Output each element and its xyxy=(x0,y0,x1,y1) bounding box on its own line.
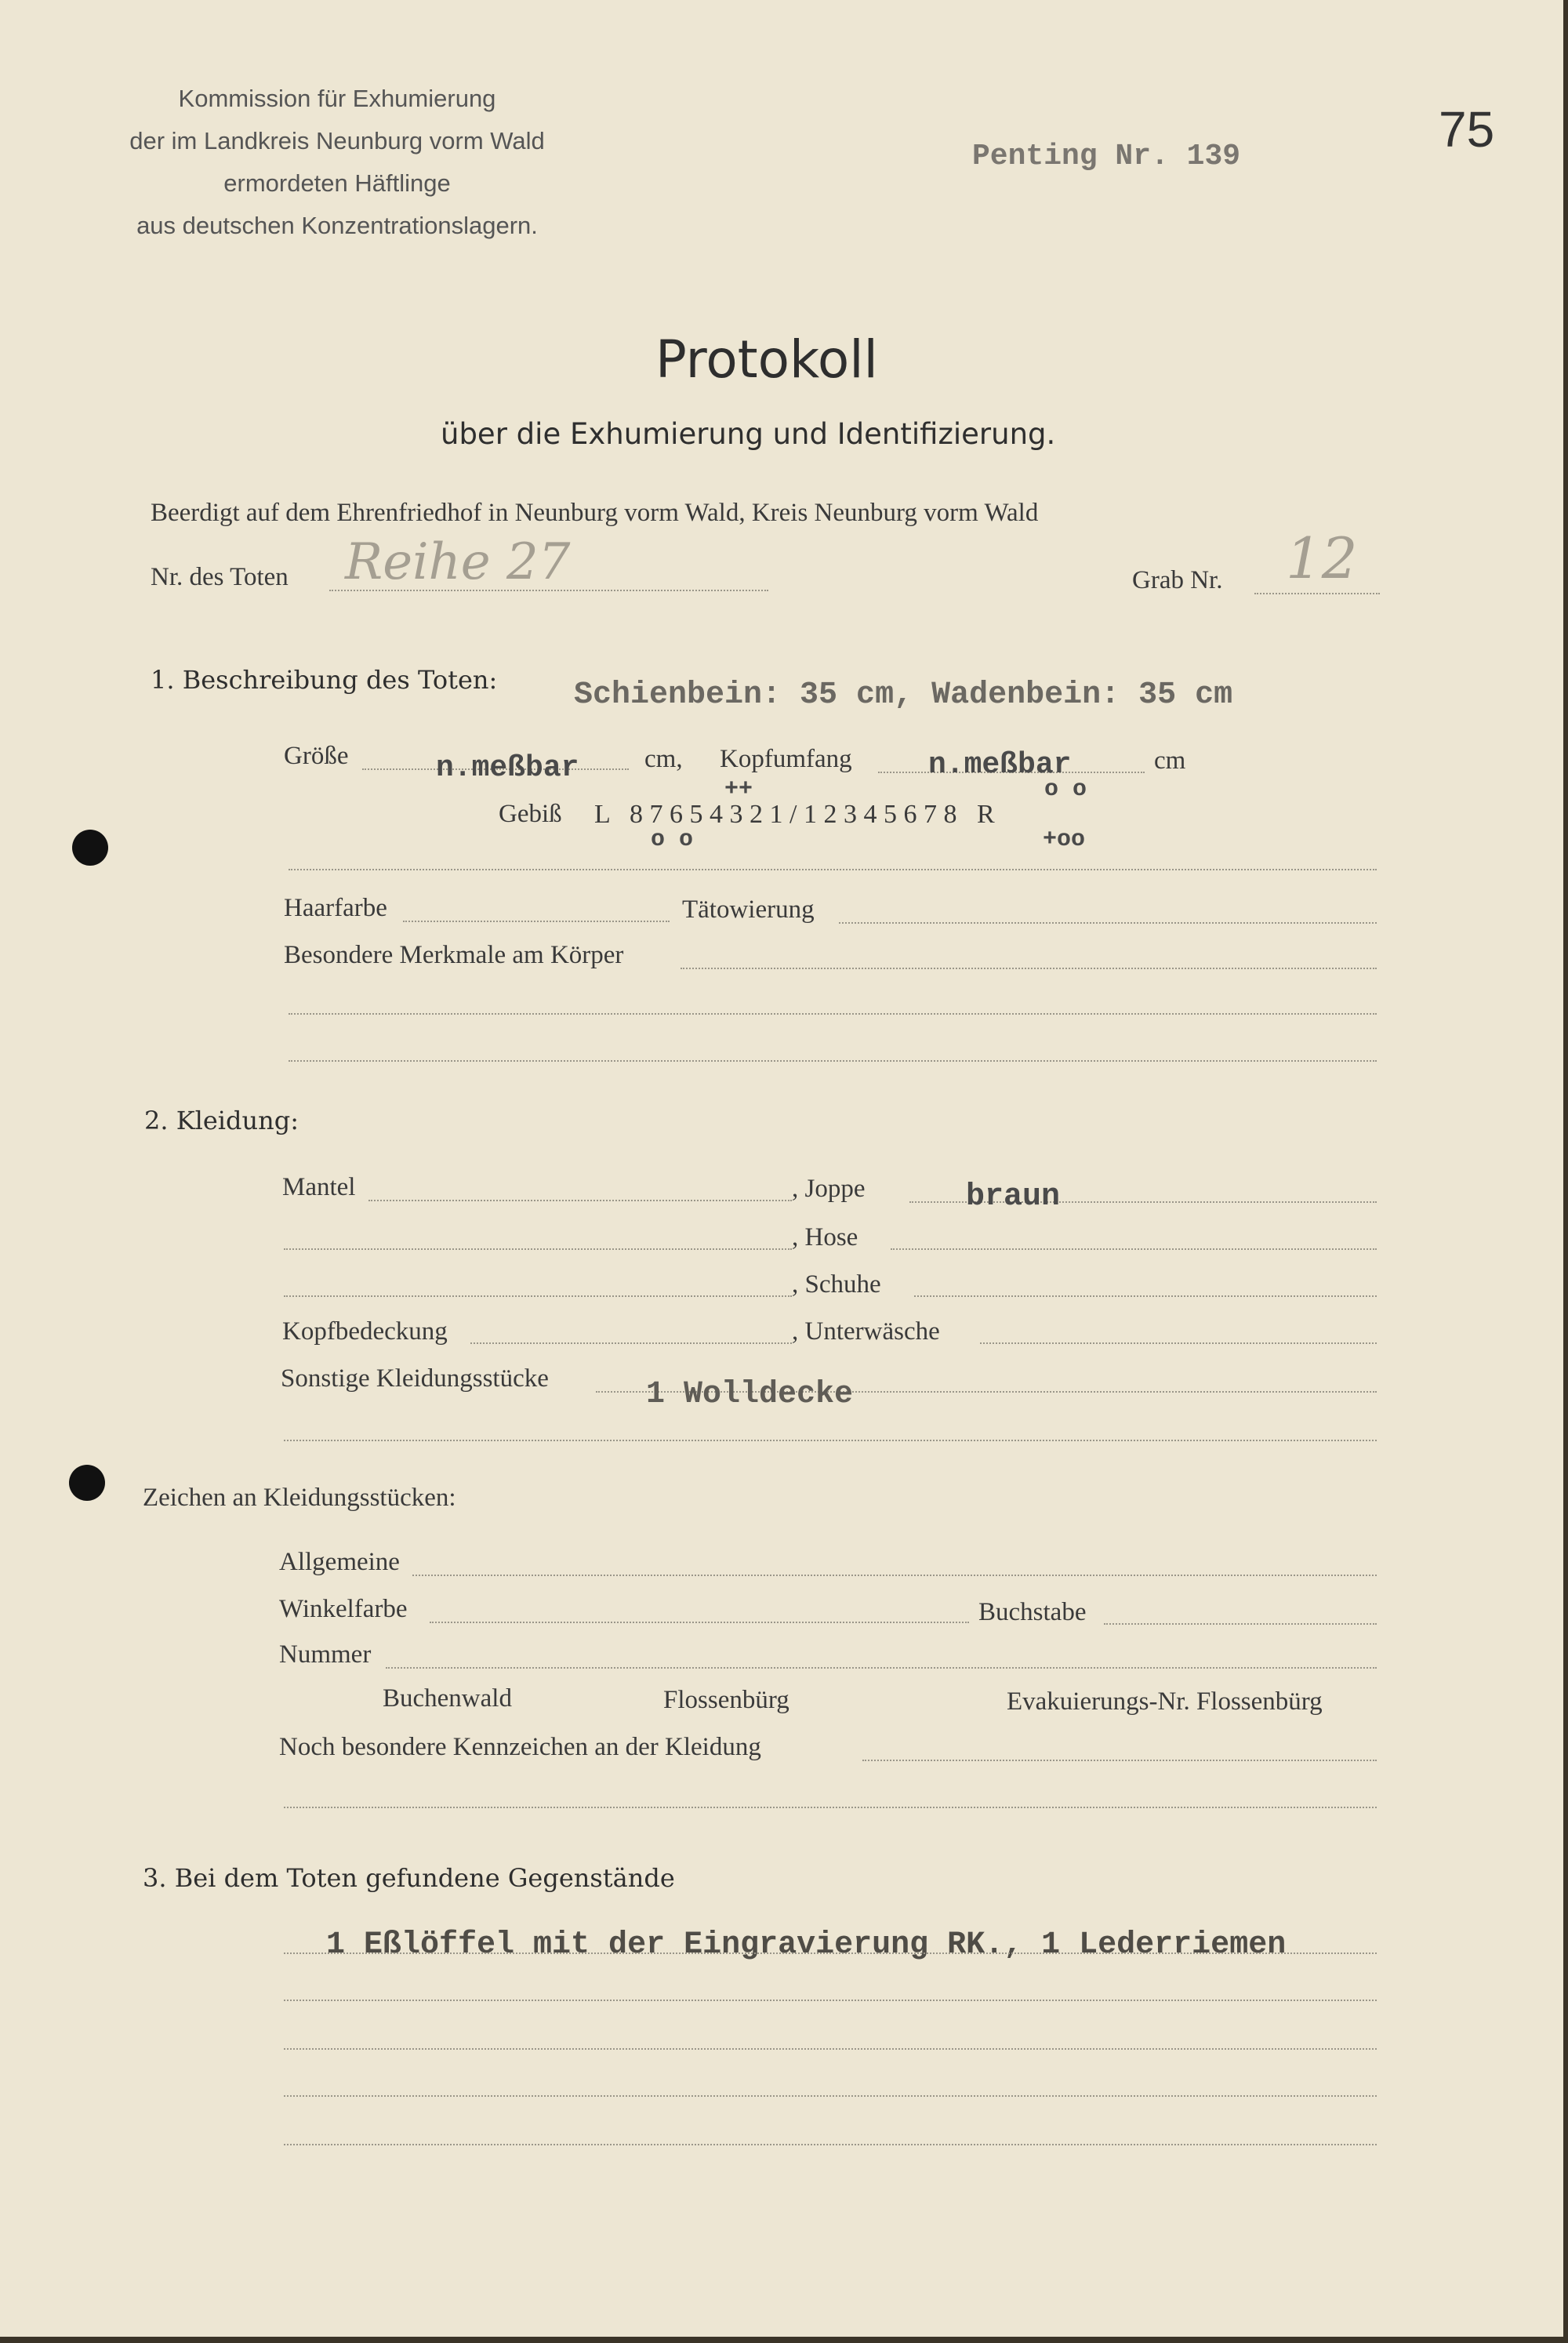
merkmale-label: Besondere Merkmale am Körper xyxy=(284,941,624,969)
kopfbedeckung-label: Kopfbedeckung xyxy=(282,1317,448,1346)
mantel-label: Mantel xyxy=(282,1173,356,1201)
items-line-2 xyxy=(284,2000,1377,2001)
kopfumfang-label: Kopfumfang xyxy=(720,745,852,773)
grab-line xyxy=(1254,593,1380,594)
joppe-value: braun xyxy=(966,1179,1061,1215)
section3-heading: 3. Bei dem Toten gefundene Gegenstände xyxy=(143,1863,675,1893)
winkelfarbe-label: Winkelfarbe xyxy=(279,1595,408,1623)
buchenwald-label: Buchenwald xyxy=(383,1684,512,1713)
teeth-marks-upper-left: ++ xyxy=(724,776,753,803)
sonstige-line-2 xyxy=(284,1440,1377,1441)
commission-line-1: Kommission für Exhumierung xyxy=(178,85,496,112)
section1-heading: 1. Beschreibung des Toten: xyxy=(151,665,498,695)
merkmale-line-1 xyxy=(681,968,1377,969)
taetowierung-line xyxy=(839,922,1377,924)
commission-line-2: der im Landkreis Neunburg vorm Wald xyxy=(129,127,545,154)
clothing-line-2 xyxy=(284,1248,792,1250)
allgemeine-line xyxy=(412,1575,1377,1576)
page-number: 75 xyxy=(1439,101,1495,158)
winkelfarbe-line xyxy=(430,1622,969,1623)
commission-line-4: aus deutschen Konzentrationslagern. xyxy=(136,212,538,239)
hose-line xyxy=(891,1248,1377,1250)
kennzeichen-line-2 xyxy=(284,1807,1377,1808)
nummer-label: Nummer xyxy=(279,1640,372,1669)
clothing-line-3 xyxy=(284,1295,792,1297)
unterwaesche-label: , Unterwäsche xyxy=(792,1317,940,1346)
hose-label: , Hose xyxy=(792,1223,858,1251)
section2-heading: 2. Kleidung: xyxy=(144,1106,299,1135)
page-title: Protokoll xyxy=(655,329,878,390)
gebiss-label: Gebiß xyxy=(499,800,562,828)
punch-hole-lower xyxy=(69,1465,105,1501)
mantel-line xyxy=(368,1200,792,1201)
items-line-4 xyxy=(284,2095,1377,2097)
teeth-marks-lower-left: o o xyxy=(651,826,694,853)
teeth-chart: L 8 7 6 5 4 3 2 1 / 1 2 3 4 5 6 7 8 R xyxy=(594,800,995,829)
punch-hole-upper xyxy=(72,830,108,866)
merkmale-line-3 xyxy=(289,1060,1377,1062)
taetowierung-label: Tätowierung xyxy=(682,895,815,924)
nr-toten-value: Reihe 27 xyxy=(345,533,571,591)
items-line-1 xyxy=(284,1952,1377,1954)
marks-heading: Zeichen an Kleidungsstücken: xyxy=(143,1484,456,1512)
found-items: 1 Eßlöffel mit der Eingravierung RK., 1 Lederriemen xyxy=(326,1927,1287,1963)
gebiss-underline xyxy=(289,869,1377,870)
haarfarbe-label: Haarfarbe xyxy=(284,894,387,922)
sonstige-value: 1 Wolldecke xyxy=(646,1377,854,1412)
teeth-marks-upper-right: o o xyxy=(1044,776,1087,803)
haarfarbe-line xyxy=(403,921,670,922)
burial-line: Beerdigt auf dem Ehrenfriedhof in Neunburg vorm Wald, Kreis Neunburg vorm Wald xyxy=(151,499,1039,527)
kennzeichen-line xyxy=(862,1760,1377,1761)
nr-toten-label: Nr. des Toten xyxy=(151,563,289,591)
nummer-line xyxy=(386,1667,1377,1669)
buchstabe-line xyxy=(1104,1623,1377,1625)
grab-label: Grab Nr. xyxy=(1132,566,1223,594)
scan-edge-bottom xyxy=(0,2337,1568,2343)
sonstige-label: Sonstige Kleidungsstücke xyxy=(281,1364,549,1393)
schuhe-label: , Schuhe xyxy=(792,1270,881,1299)
cm-label-1: cm, xyxy=(644,745,683,773)
grab-value: 12 xyxy=(1286,525,1358,591)
merkmale-line-2 xyxy=(289,1013,1377,1015)
groesse-value: n.meßbar xyxy=(436,751,579,785)
cm-label-2: cm xyxy=(1154,746,1186,775)
commission-line-3: ermordeten Häftlinge xyxy=(223,169,451,197)
page-subtitle: über die Exhumierung und Identifizierung. xyxy=(441,417,1056,451)
scan-edge-right xyxy=(1563,0,1568,2343)
groesse-label: Größe xyxy=(284,742,349,770)
file-reference: Penting Nr. 139 xyxy=(972,140,1241,173)
unterwaesche-line xyxy=(980,1342,1377,1344)
buchstabe-label: Buchstabe xyxy=(978,1598,1087,1626)
items-line-5 xyxy=(284,2144,1377,2145)
items-line-3 xyxy=(284,2048,1377,2050)
kennzeichen-label: Noch besondere Kennzeichen an der Kleidung xyxy=(279,1733,761,1761)
flossenbuerg-label: Flossenbürg xyxy=(663,1686,789,1714)
joppe-label: , Joppe xyxy=(792,1175,866,1203)
allgemeine-label: Allgemeine xyxy=(279,1548,400,1576)
kopfbedeckung-line xyxy=(470,1342,792,1344)
kopfumfang-value: n.meßbar xyxy=(928,748,1072,782)
teeth-marks-lower-right: +oo xyxy=(1043,826,1086,853)
schuhe-line xyxy=(914,1295,1377,1297)
bone-measurements: Schienbein: 35 cm, Wadenbein: 35 cm xyxy=(574,677,1233,713)
evakuierung-label: Evakuierungs-Nr. Flossenbürg xyxy=(1007,1687,1323,1716)
